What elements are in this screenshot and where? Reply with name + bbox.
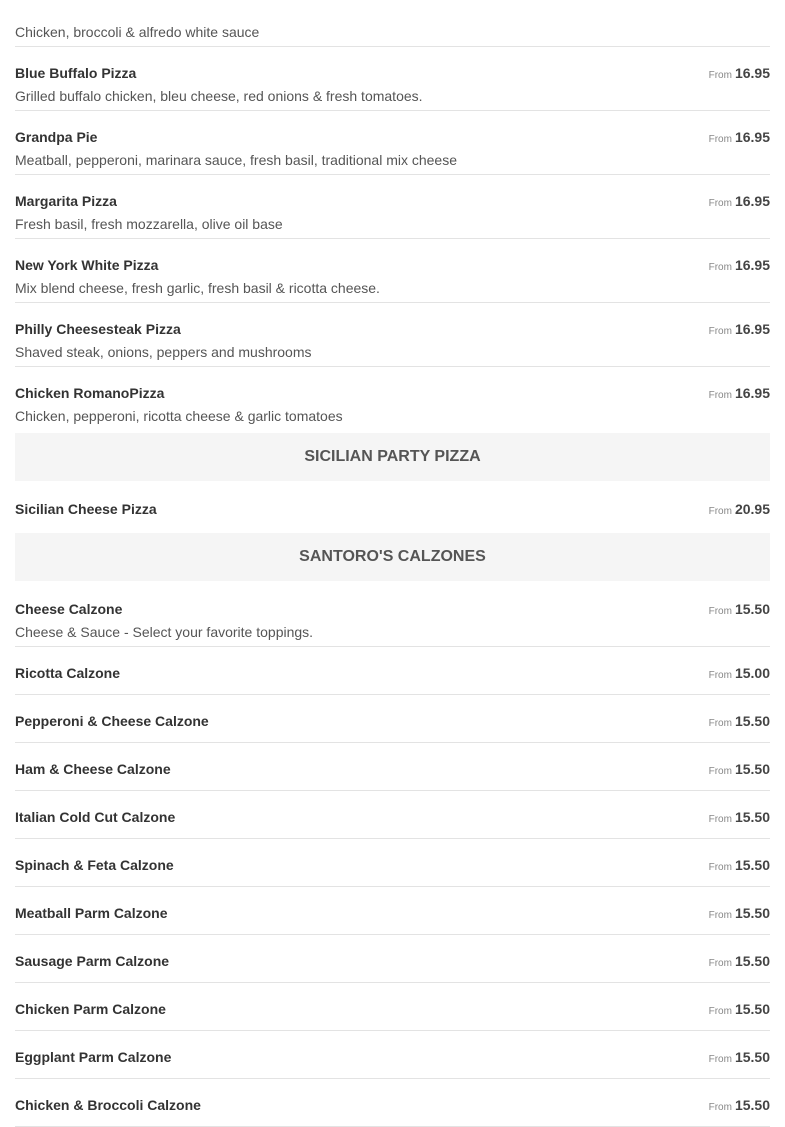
price-value: 15.50 [734, 905, 770, 921]
menu-item-chicken-broccoli-calzone[interactable] [15, 1079, 770, 1127]
price-block [709, 857, 770, 876]
price-value: 16.95 [734, 193, 770, 209]
menu-item-description: Mix blend cheese, fresh garlic, fresh basil & ricotta cheese. [15, 280, 380, 296]
from-label: From [708, 198, 732, 209]
menu-item-ricotta-calzone[interactable] [15, 647, 770, 695]
menu-item-description: Shaved steak, onions, peppers and mushrooms [15, 344, 312, 360]
price-block [709, 385, 770, 404]
price-value: 15.50 [734, 1001, 770, 1017]
from-label: From [708, 958, 732, 969]
price-block [709, 1001, 770, 1020]
menu-item-meatball-parm-calzone[interactable] [15, 887, 770, 935]
from-label: From [708, 718, 732, 729]
price-value: 15.50 [734, 809, 770, 825]
menu-item-name: Sausage Parm Calzone [15, 953, 170, 969]
menu-item-description: Fresh basil, fresh mozzarella, olive oil base [15, 216, 283, 232]
price-block [709, 129, 770, 148]
from-label: From [708, 670, 732, 681]
menu-item-pepperoni-cheese-calzone[interactable] [15, 695, 770, 743]
price-value: 16.95 [734, 257, 770, 273]
menu-item-chicken-romanopizza[interactable] [15, 367, 770, 430]
menu-item-name: Chicken & Broccoli Calzone [15, 1097, 201, 1113]
menu-item-description: Chicken, pepperoni, ricotta cheese & garlic tomatoes [15, 408, 343, 424]
menu-item-name: Chicken Parm Calzone [15, 1001, 166, 1017]
price-block [709, 501, 770, 520]
price-block [709, 65, 770, 84]
from-label: From [708, 606, 732, 617]
price-block [709, 1097, 770, 1116]
price-block [709, 665, 770, 684]
price-value: 20.95 [734, 501, 770, 517]
price-value: 15.50 [734, 601, 770, 617]
menu-item-description: Grilled buffalo chicken, bleu cheese, red onions & fresh tomatoes. [15, 88, 423, 104]
menu-item-name: Eggplant Parm Calzone [15, 1049, 172, 1065]
price-block [709, 193, 770, 212]
price-block [709, 321, 770, 340]
menu-item-sicilian-cheese-pizza[interactable] [15, 483, 770, 530]
menu-item-name: Spinach & Feta Calzone [15, 857, 174, 873]
price-block [709, 905, 770, 924]
from-label: From [708, 814, 732, 825]
menu-item-description: Meatball, pepperoni, marinara sauce, fresh basil, traditional mix cheese [15, 152, 458, 168]
menu-item-ham-cheese-calzone[interactable] [15, 743, 770, 791]
section-header-sicilian-party-pizza: SICILIAN PARTY PIZZA [15, 433, 770, 481]
menu-item-name: Grandpa Pie [15, 129, 98, 145]
menu-item-name: Pepperoni & Cheese Calzone [15, 713, 209, 729]
price-block [709, 953, 770, 972]
from-label: From [708, 862, 732, 873]
menu-item[interactable] [15, 0, 770, 47]
price-block [709, 257, 770, 276]
menu-item-name: Sicilian Cheese Pizza [15, 501, 157, 517]
price-value: 15.50 [734, 953, 770, 969]
menu-item-name: Ricotta Calzone [15, 665, 121, 681]
price-value: 15.50 [734, 713, 770, 729]
price-block [709, 761, 770, 780]
price-value: 15.50 [734, 1097, 770, 1113]
price-block [709, 601, 770, 620]
from-label: From [708, 910, 732, 921]
from-label: From [708, 390, 732, 401]
price-value: 15.50 [734, 761, 770, 777]
menu-item-margarita-pizza[interactable] [15, 175, 770, 239]
menu-item-name: Ham & Cheese Calzone [15, 761, 171, 777]
from-label: From [708, 506, 732, 517]
price-block [709, 1049, 770, 1068]
menu-item-name: New York White Pizza [15, 257, 159, 273]
menu-item-cheese-calzone[interactable] [15, 583, 770, 647]
from-label: From [708, 1054, 732, 1065]
menu-item-name: Meatball Parm Calzone [15, 905, 168, 921]
menu-item-eggplant-parm-calzone[interactable] [15, 1031, 770, 1079]
menu-item-name: Italian Cold Cut Calzone [15, 809, 176, 825]
menu-item-name: Chicken RomanoPizza [15, 385, 165, 401]
menu-list [15, 0, 770, 1127]
menu-item-blue-buffalo-pizza[interactable] [15, 47, 770, 111]
menu-item-name: Blue Buffalo Pizza [15, 65, 137, 81]
price-value: 16.95 [734, 385, 770, 401]
menu-item-name: Margarita Pizza [15, 193, 117, 209]
from-label: From [708, 1006, 732, 1017]
menu-item-name: Cheese Calzone [15, 601, 123, 617]
from-label: From [708, 262, 732, 273]
menu-item-spinach-feta-calzone[interactable] [15, 839, 770, 887]
price-value: 15.50 [734, 1049, 770, 1065]
menu-item-name: Philly Cheesesteak Pizza [15, 321, 181, 337]
price-value: 16.95 [734, 129, 770, 145]
price-value: 16.95 [734, 65, 770, 81]
from-label: From [708, 766, 732, 777]
menu-item-description: Cheese & Sauce - Select your favorite toppings. [15, 624, 314, 640]
menu-item-new-york-white-pizza[interactable] [15, 239, 770, 303]
section-header-santoro-s-calzones: SANTORO'S CALZONES [15, 533, 770, 581]
price-value: 15.50 [734, 857, 770, 873]
menu-item-philly-cheesesteak-pizza[interactable] [15, 303, 770, 367]
from-label: From [708, 326, 732, 337]
menu-item-sausage-parm-calzone[interactable] [15, 935, 770, 983]
price-value: 15.00 [734, 665, 770, 681]
price-block [709, 809, 770, 828]
from-label: From [708, 1102, 732, 1113]
menu-item-description: Chicken, broccoli & alfredo white sauce [15, 24, 260, 40]
price-value: 16.95 [734, 321, 770, 337]
menu-item-grandpa-pie[interactable] [15, 111, 770, 175]
price-block [709, 713, 770, 732]
menu-item-italian-cold-cut-calzone[interactable] [15, 791, 770, 839]
menu-item-chicken-parm-calzone[interactable] [15, 983, 770, 1031]
from-label: From [708, 134, 732, 145]
from-label: From [708, 70, 732, 81]
